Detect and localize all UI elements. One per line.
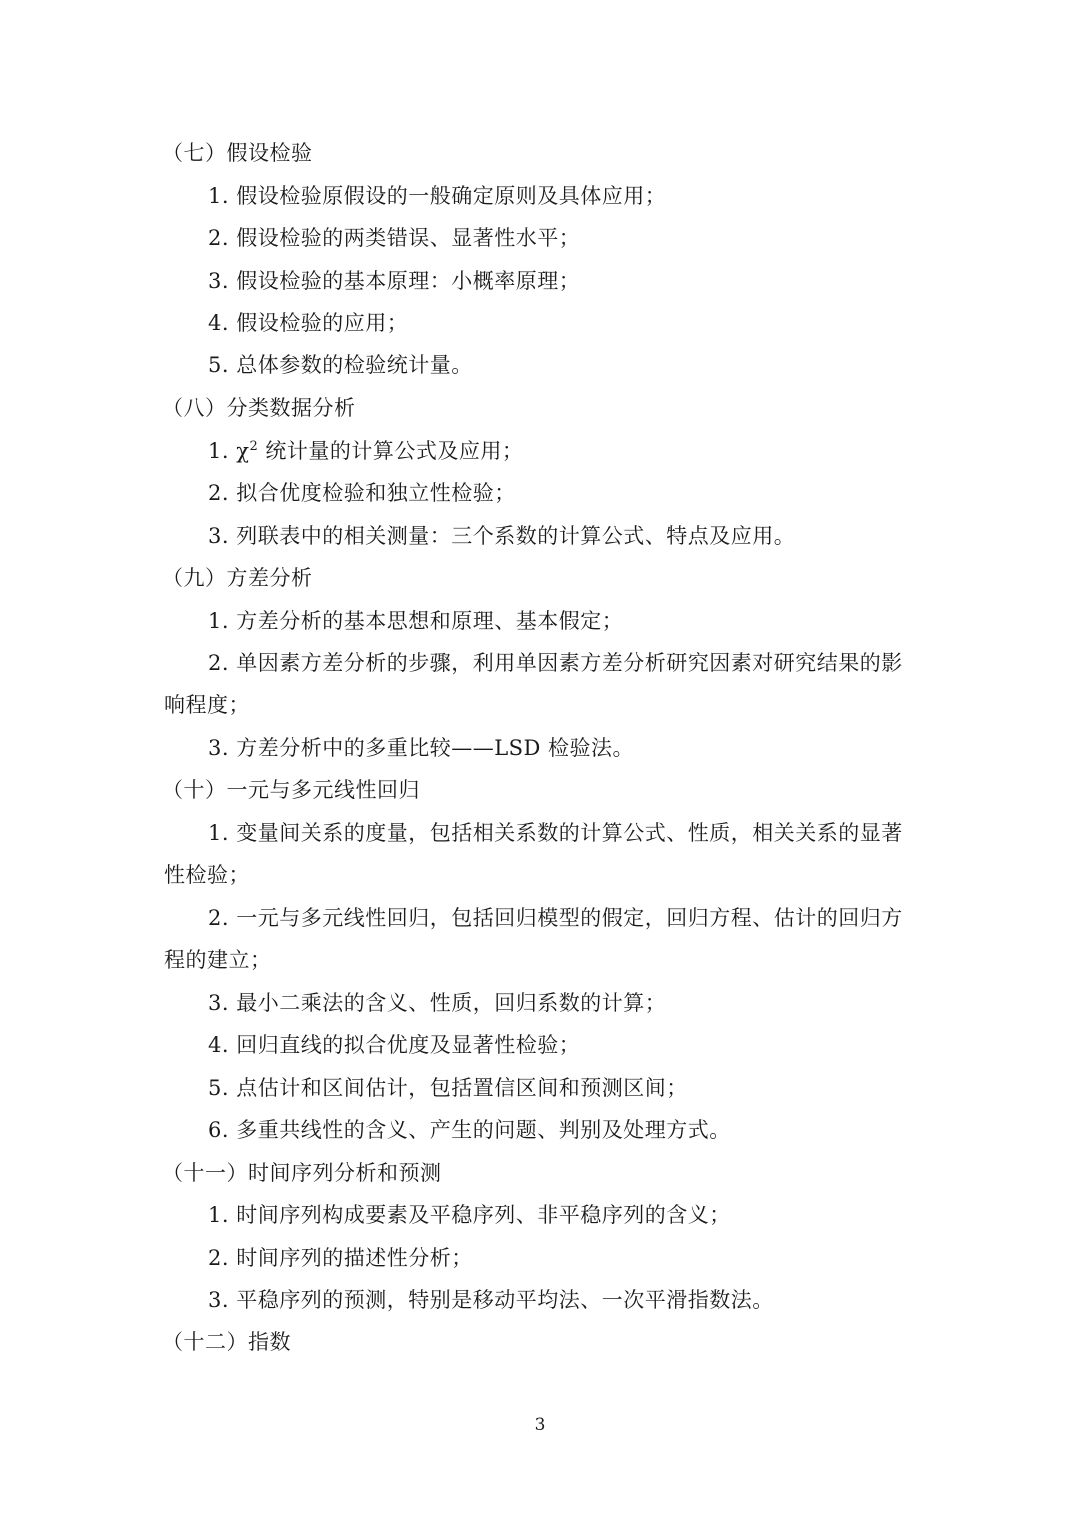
list-item: 5. 总体参数的检验统计量。 [208,353,473,377]
list-item: 5. 点估计和区间估计，包括置信区间和预测区间； [208,1076,688,1100]
list-item: 3. 平稳序列的预测，特别是移动平均法、一次平滑指数法。 [208,1288,774,1312]
section-heading-11: （十一）时间序列分析和预测 [162,1161,442,1185]
section-heading-10: （十）一元与多元线性回归 [162,778,420,802]
list-item: 1. 假设检验原假设的一般确定原则及具体应用； [208,184,667,208]
section-heading-8: （八）分类数据分析 [162,396,356,420]
chi-square-superscript: 2 [249,439,259,454]
chi-square-suffix: 统计量的计算公式及应用； [258,439,524,463]
page-number: 3 [534,1415,546,1435]
list-item: 2. 一元与多元线性回归，包括回归模型的假定，回归方程、估计的回归方 [208,906,903,930]
list-item-continuation: 性检验； [164,863,250,887]
chi-square-prefix: 1. χ [208,439,250,463]
list-item: 2. 时间序列的描述性分析； [208,1246,473,1270]
list-item: 1. 方差分析的基本思想和原理、基本假定； [208,609,624,633]
section-heading-12: （十二）指数 [162,1330,291,1354]
list-item: 1. 变量间关系的度量，包括相关系数的计算公式、性质，相关关系的显著 [208,821,903,845]
list-item: 6. 多重共线性的含义、产生的问题、判别及处理方式。 [208,1118,731,1142]
section-heading-7: （七）假设检验 [162,141,313,165]
list-item: 2. 拟合优度检验和独立性检验； [208,481,516,505]
list-item-chi-square [208,436,523,466]
list-item: 2. 单因素方差分析的步骤，利用单因素方差分析研究因素对研究结果的影 [208,651,903,675]
list-item: 3. 假设检验的基本原理：小概率原理； [208,269,581,293]
list-item-continuation: 响程度； [164,693,250,717]
list-item: 4. 假设检验的应用； [208,311,409,335]
list-item: 4. 回归直线的拟合优度及显著性检验； [208,1033,581,1057]
list-item: 3. 列联表中的相关测量：三个系数的计算公式、特点及应用。 [208,524,796,548]
list-item: 3. 最小二乘法的含义、性质，回归系数的计算； [208,991,667,1015]
list-item: 2. 假设检验的两类错误、显著性水平； [208,226,581,250]
list-item: 1. 时间序列构成要素及平稳序列、非平稳序列的含义； [208,1203,731,1227]
section-heading-9: （九）方差分析 [162,566,313,590]
list-item: 3. 方差分析中的多重比较——LSD 检验法。 [208,736,635,760]
list-item-continuation: 程的建立； [164,948,272,972]
